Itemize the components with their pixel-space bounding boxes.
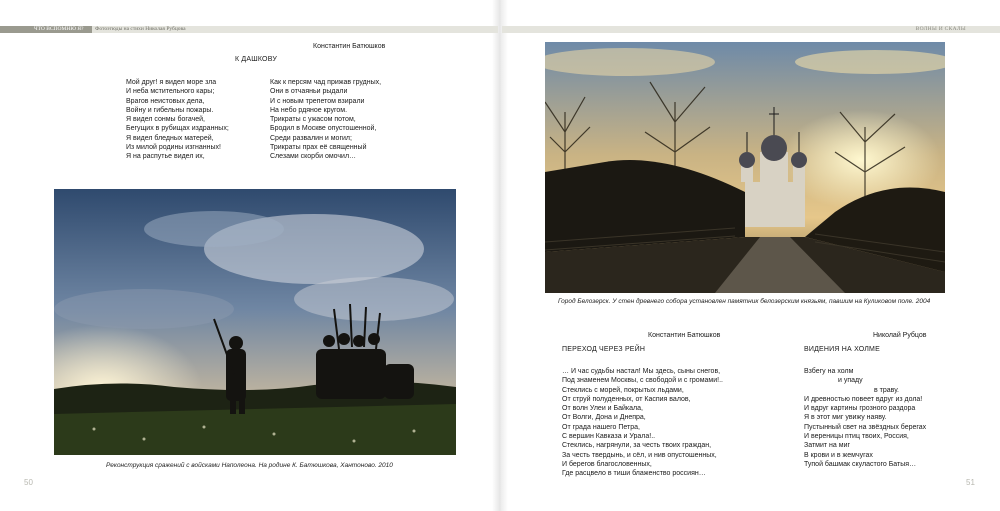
- poem2-author: Николай Рубцов: [873, 332, 927, 339]
- verse-line: С вершин Кавказа и Урала!..: [562, 433, 656, 441]
- verse-line: Они в отчаяньи рыдали: [270, 88, 348, 96]
- verse-line: и упаду: [838, 377, 863, 385]
- poem-author: Константин Батюшков: [313, 43, 386, 50]
- verse-line: От струй полуденных, от Каспия валов,: [562, 395, 691, 403]
- verse-line: От волн Улеи и Байкала,: [562, 405, 643, 413]
- verse-line: И неба мстительного кары;: [126, 88, 215, 96]
- chapter-title: ВОЛНЫ И СКАЛЫ: [915, 26, 966, 32]
- verse-line: И древностью повеет вдруг из дола!: [804, 395, 923, 403]
- page-number-right: 51: [966, 478, 975, 487]
- page-number-left: 50: [24, 478, 33, 487]
- section-title: ЧТО ВСПОМНЮ Я?: [34, 26, 84, 32]
- poem1-title: ПЕРЕХОД ЧЕРЕЗ РЕЙН: [562, 346, 646, 353]
- verse-line: Стеклись с морей, покрытых льдами,: [562, 386, 684, 394]
- battle-reconstruction-photo: [54, 189, 456, 455]
- verse-line: Среди развалин и могил;: [270, 134, 352, 142]
- poem1-text: [562, 367, 723, 479]
- verse-line: Из милой родины изгнанных!: [126, 144, 221, 152]
- verse-line: Как к персям чад прижав грудных,: [270, 79, 382, 86]
- verse-line: Взбегу на холм: [804, 368, 854, 375]
- verse-line: И берегов благословенных,: [562, 460, 652, 468]
- left-running-header: [0, 26, 498, 33]
- verse-line: в траву.: [874, 386, 899, 394]
- verse-line: Трикраты с ужасом потом,: [270, 116, 356, 124]
- verse-line: И вдруг картины грозного раздора: [804, 405, 916, 413]
- verse-line: Бегущих в рубищах издранных;: [126, 125, 229, 133]
- verse-line: Войну и гибельны пожары.: [126, 106, 214, 114]
- verse-line: Пустынный свет на звёздных берегах: [804, 423, 927, 431]
- verse-line: Я видел сонмы богачей,: [126, 116, 205, 124]
- verse-line: Под знаменем Москвы, с свободой и с громами!..: [562, 377, 723, 385]
- poem1-author: Константин Батюшков: [648, 332, 721, 339]
- verse-line: Стеклись, нагрянули, за честь твоих граждан,: [562, 442, 712, 450]
- poem2-text: [804, 367, 926, 469]
- belozersk-cathedral-photo: [545, 42, 945, 293]
- verse-line: Тупой башмак скуластого Батыя…: [804, 460, 917, 468]
- verse-line: Трикраты прах её священный: [270, 144, 367, 152]
- verse-line: Я видел бледных матерей,: [126, 134, 214, 142]
- verse-line: Я на распутье видел их,: [126, 153, 205, 161]
- belozersk-photo-caption: Город Белозерск. У стен древнего собора установлен памятник белозерским князьям, павшим на Куликовом поле. 2004: [558, 298, 931, 305]
- poem-column-1: [126, 78, 229, 162]
- verse-line: И вереницы птиц твоих, Россия,: [804, 433, 909, 441]
- verse-line: И с новым трепетом взирали: [270, 97, 365, 105]
- verse-line: Бродил в Москве опустошенной,: [270, 125, 377, 133]
- verse-line: За честь твердынь, и сёл, и нив опустошенных,: [562, 451, 717, 459]
- verse-line: На небо рдяное кругом.: [270, 106, 348, 114]
- verse-line: Слезами скорби омочил…: [270, 153, 357, 161]
- verse-line: Я в этот миг увижу наяву.: [804, 414, 887, 422]
- battle-photo-caption: Реконструкция сражений с войсками Наполеона. На родине К. Батюшкова, Хантоново. 2010: [106, 462, 393, 469]
- poem-title: К ДАШКОВУ: [235, 56, 277, 63]
- verse-line: Где расцвело в тиши блаженство россиян…: [562, 470, 706, 478]
- poem-column-2: [270, 78, 381, 162]
- book-subtitle: Фотоэтюды на стихи Николая Рубцова: [95, 26, 186, 32]
- book-gutter: [492, 0, 508, 511]
- verse-line: В крови и в жемчугах: [804, 451, 873, 459]
- right-running-header: [502, 26, 1000, 33]
- verse-line: … И час судьбы настал! Мы здесь, сыны снегов,: [562, 368, 721, 375]
- verse-line: От града нашего Петра,: [562, 423, 640, 431]
- poem2-title: ВИДЕНИЯ НА ХОЛМЕ: [804, 346, 880, 353]
- verse-line: Врагов неистовых дела,: [126, 97, 205, 105]
- verse-line: Мой друг! я видел море зла: [126, 79, 217, 86]
- verse-line: От Волги, Дона и Днепра,: [562, 414, 646, 422]
- verse-line: Затмит на миг: [804, 442, 851, 450]
